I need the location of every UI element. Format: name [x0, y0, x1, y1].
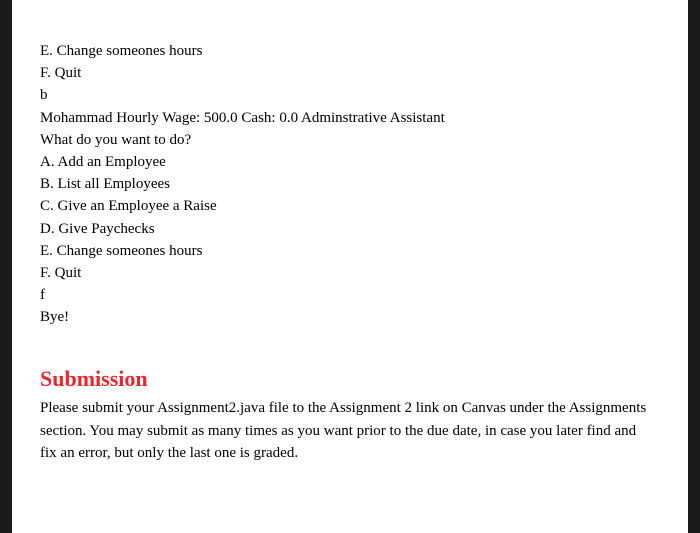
output-line: C. Give an Employee a Raise: [40, 198, 217, 215]
output-line: E. Change someones hours: [40, 43, 203, 59]
submission-heading: Submission: [40, 366, 148, 392]
output-line: Bye!: [40, 309, 70, 326]
output-line: F. Quit: [40, 65, 82, 82]
output-line: f: [40, 287, 45, 304]
output-line: Mohammad Hourly Wage: 500.0 Cash: 0.0 Adminstrative Assistant: [40, 109, 445, 126]
output-line: F. Quit: [40, 264, 82, 281]
submission-paragraph: Please submit your Assignment2.java file to the Assignment 2 link on Canvas under the Assignments section. You may submit as many times as you want prior to the due date, in case you later find and fix an error, but only the last one is graded.: [40, 400, 647, 461]
output-line: A. Add an Employee: [40, 153, 166, 170]
output-line: What do you want to do?: [40, 131, 192, 148]
document-content: [40, 40, 680, 464]
output-line: b: [40, 87, 48, 104]
output-line: E. Change someones hours: [40, 242, 203, 259]
output-line: B. List all Employees: [40, 176, 170, 193]
section-gap: [40, 328, 680, 366]
output-line: D. Give Paychecks: [40, 220, 155, 237]
document-page: [12, 0, 688, 533]
